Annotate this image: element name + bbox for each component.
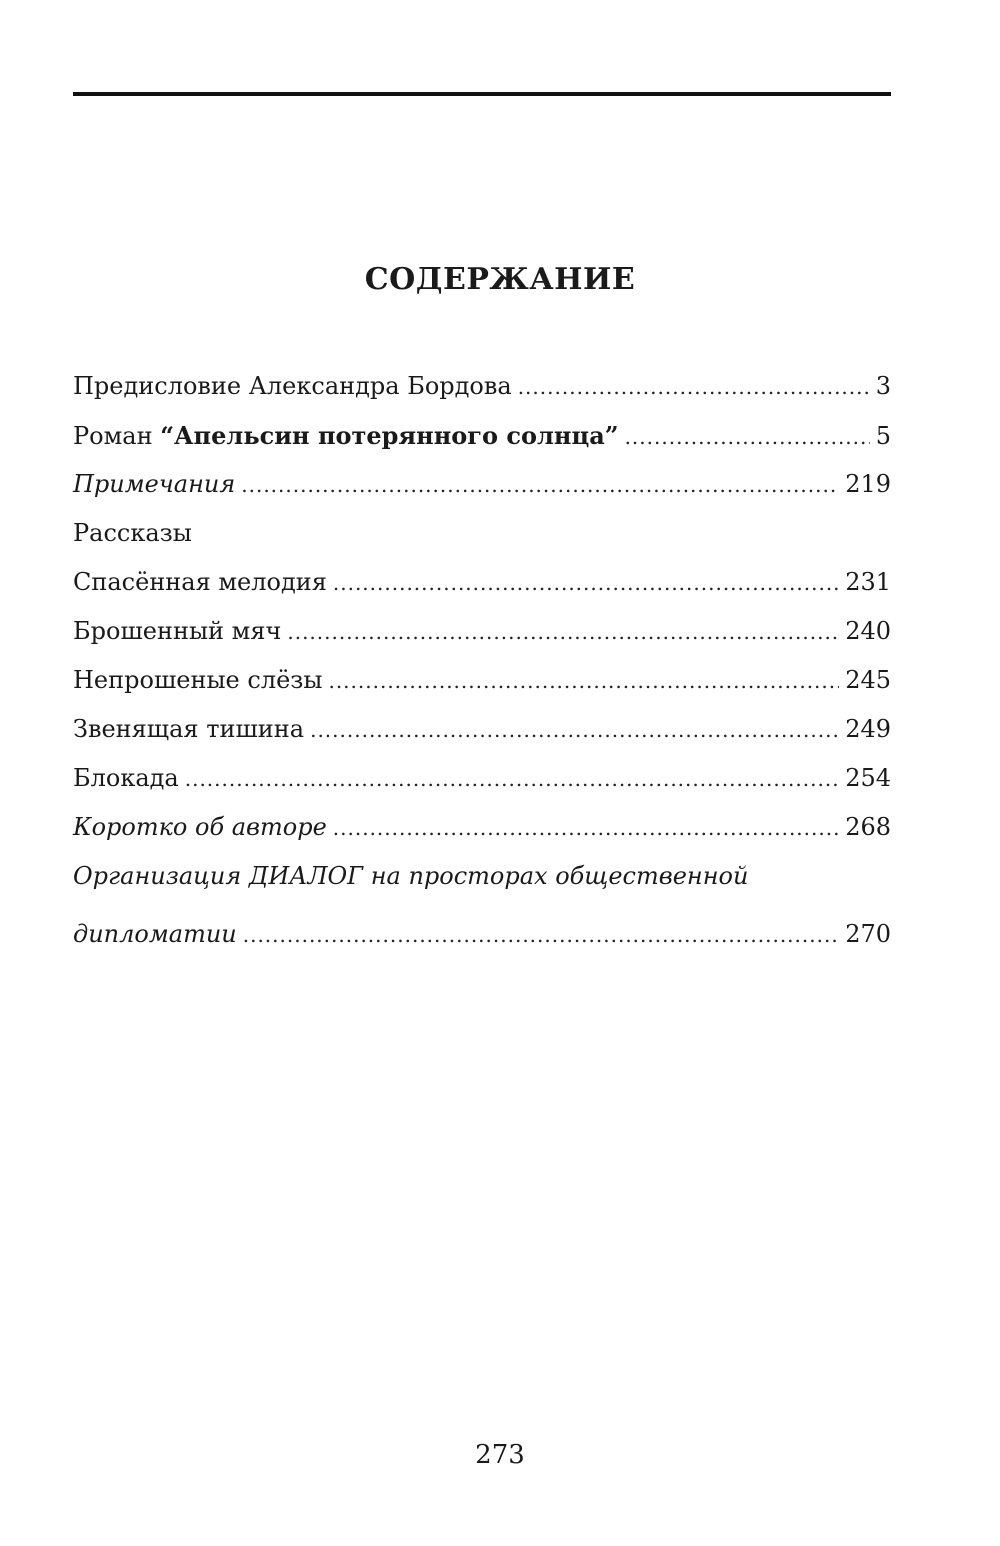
- toc-entry-label: дипломатии: [73, 920, 237, 948]
- toc-entry-story: [73, 558, 891, 607]
- toc-entry-novel-title: “Апельсин потерянного солнца”: [160, 421, 619, 450]
- toc-entry-label: Блокада: [73, 764, 179, 792]
- dot-leader: [310, 706, 839, 755]
- toc-entry-label: Предисловие Александра Бордова: [73, 372, 512, 400]
- toc-entry-label: Примечания: [73, 470, 236, 498]
- toc-entry-label: Звенящая тишина: [73, 715, 305, 743]
- toc-entry-story: [73, 656, 891, 705]
- toc-entry-preface: [73, 362, 891, 411]
- toc-section-stories: [73, 509, 891, 558]
- toc-entry-page: 231: [845, 568, 891, 596]
- toc-entry-dialog-line2: [73, 910, 891, 968]
- toc-entry-prefix: Роман: [73, 422, 161, 450]
- page-number: 273: [475, 1440, 525, 1470]
- dot-leader: [287, 608, 839, 657]
- toc-entry-page: 270: [845, 920, 891, 948]
- toc-entry-label: Спасённая мелодия: [73, 568, 327, 596]
- toc-entry-label: Непрошеные слёзы: [73, 666, 323, 694]
- dot-leader: [241, 461, 839, 510]
- toc-entry-label: [73, 411, 619, 461]
- toc-entry-novel: [73, 411, 891, 460]
- top-rule: [73, 92, 891, 96]
- toc-entry-page: 254: [845, 764, 891, 792]
- toc-entry-page: 245: [845, 666, 891, 694]
- toc-entry-page: 3: [875, 372, 891, 400]
- dot-leader: [328, 657, 839, 706]
- page-title: СОДЕРЖАНИЕ: [364, 262, 636, 297]
- dot-leader: [185, 755, 839, 804]
- toc-entry-page: 268: [845, 813, 891, 841]
- dot-leader: [518, 363, 870, 412]
- dot-leader: [243, 911, 839, 960]
- toc-entry-page: 5: [875, 422, 891, 450]
- toc-entry-dialog-line1: [73, 852, 891, 910]
- toc-entry-notes: [73, 460, 891, 509]
- toc-entry-story: [73, 705, 891, 754]
- dot-leader: [625, 413, 870, 462]
- dot-leader: [333, 559, 839, 608]
- dot-leader: [333, 804, 839, 853]
- toc-entry-label: Брошенный мяч: [73, 617, 282, 645]
- table-of-contents: [73, 362, 891, 968]
- toc-entry-page: 249: [845, 715, 891, 743]
- toc-entry-label: Организация ДИАЛОГ на просторах общественной: [73, 862, 749, 890]
- toc-entry-story: [73, 607, 891, 656]
- toc-entry-about-author: [73, 803, 891, 852]
- toc-entry-label: Коротко об авторе: [73, 813, 327, 841]
- toc-entry-page: 240: [845, 617, 891, 645]
- toc-entry-page: 219: [845, 470, 891, 498]
- toc-entry-story: [73, 754, 891, 803]
- toc-section-label: Рассказы: [73, 519, 192, 547]
